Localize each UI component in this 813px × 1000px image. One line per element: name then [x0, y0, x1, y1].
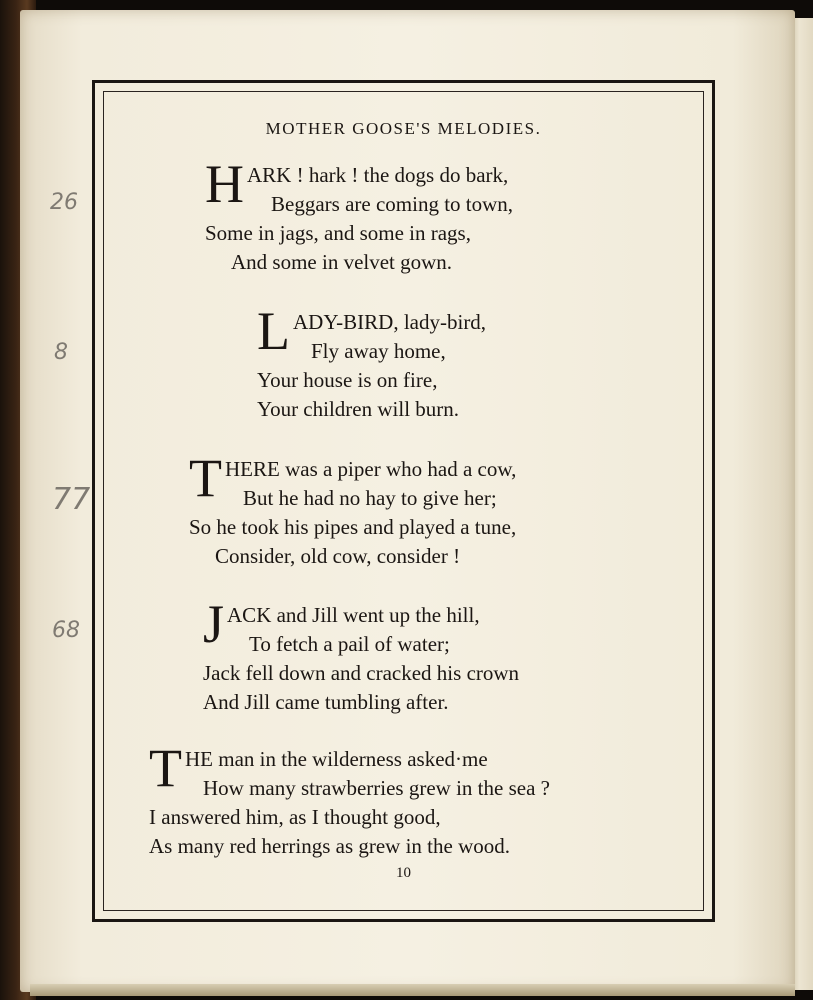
- stanza-first-line: LADY-BIRD, lady-bird,: [257, 301, 487, 361]
- stanza-line: Your children will burn.: [257, 397, 460, 421]
- stanza-line: Consider, old cow, consider !: [215, 544, 461, 568]
- drop-cap: J: [203, 594, 225, 654]
- stanza-line: Jack fell down and cracked his crown: [203, 661, 520, 685]
- page-header: MOTHER GOOSE'S MELODIES.: [265, 119, 542, 138]
- stanza-first-line: THE man in the wilderness asked·me: [149, 738, 488, 798]
- stanza-3: [189, 448, 517, 571]
- stanza-line: And Jill came tumbling after.: [203, 690, 449, 714]
- stanza-line: I answered him, as I thought good,: [149, 805, 441, 829]
- margin-note-4: 68: [52, 618, 80, 643]
- drop-cap: L: [257, 301, 290, 361]
- margin-note-3: 77: [52, 482, 91, 517]
- stanza-5: [149, 738, 550, 861]
- stanza-line: As many red herrings as grew in the wood.: [149, 834, 510, 858]
- page-number: 10: [396, 865, 411, 881]
- page-border: [92, 80, 715, 922]
- stanza-first-line: JACK and Jill went up the hill,: [203, 594, 480, 654]
- drop-cap: T: [189, 448, 222, 508]
- stanza-line: To fetch a pail of water;: [249, 632, 450, 656]
- stanza-line: So he took his pipes and played a tune,: [189, 515, 517, 539]
- stanza-line: Fly away home,: [311, 339, 446, 363]
- stanza-first-line: THERE was a piper who had a cow,: [189, 448, 517, 508]
- stanza-line: Beggars are coming to town,: [271, 192, 514, 216]
- stanza-4: [203, 594, 520, 717]
- stanza-1: [205, 154, 514, 277]
- page-bottom-edge: [30, 984, 795, 996]
- margin-note-1: 26: [50, 190, 78, 215]
- drop-cap: T: [149, 738, 182, 798]
- stanza-line: How many strawberries grew in the sea ?: [203, 776, 550, 800]
- stanza-line: And some in velvet gown.: [231, 250, 453, 274]
- stanza-2: [257, 301, 487, 424]
- drop-cap: H: [205, 154, 244, 214]
- stanza-line: Some in jags, and some in rags,: [205, 221, 471, 245]
- stanza-first-line: HARK ! hark ! the dogs do bark,: [205, 154, 509, 214]
- stanza-line: Your house is on fire,: [257, 368, 438, 392]
- margin-note-2: 8: [54, 340, 68, 365]
- stanza-line: But he had no hay to give her;: [243, 486, 497, 510]
